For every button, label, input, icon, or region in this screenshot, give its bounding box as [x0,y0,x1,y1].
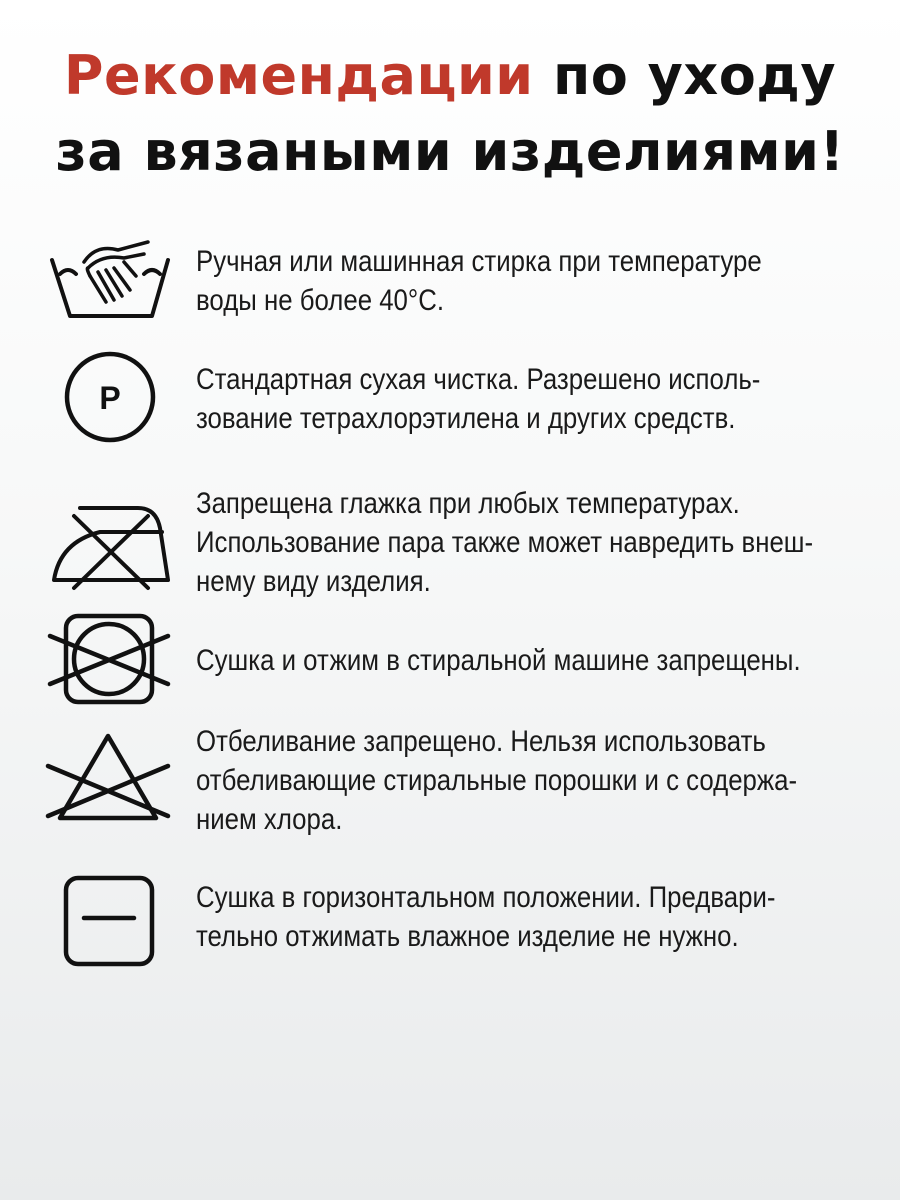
care-item-text: Сушка и отжим в стиральной машине запрещены. [196,644,801,677]
care-item-text: Ручная или машинная стирка при температуре воды не более 40°С. [196,245,762,317]
title-line-1 [0,38,900,114]
dry-flat-icon [44,872,174,982]
do-not-tumble-dry-icon [44,608,174,718]
dry-clean-letter: P [99,380,121,416]
care-item-text: Запрещена глажка при любых температурах. Использование пара также может навредить внеш- нему виду изделия. [196,487,814,598]
title-line-2: за вязаными изделиями! [55,120,845,183]
do-not-bleach-icon [44,732,174,842]
care-item-text: Сушка в горизонтальном положении. Предвари- тельно отжимать влажное изделие не нужно. [196,881,776,953]
page-title [0,38,900,190]
title-accent: Рекомендации [63,44,534,107]
dry-clean-p-icon [44,350,174,460]
title-line-1-rest: по уходу [552,44,837,107]
hand-wash-icon [44,232,174,342]
do-not-iron-icon [44,488,174,598]
care-item-text: Стандартная сухая чистка. Разрешено исполь- зование тетрахлорэтилена и других средств. [196,363,761,435]
care-item-text: Отбеливание запрещено. Нельзя использовать отбеливающие стиральные порошки и с содержа- нием хлора. [196,725,798,836]
